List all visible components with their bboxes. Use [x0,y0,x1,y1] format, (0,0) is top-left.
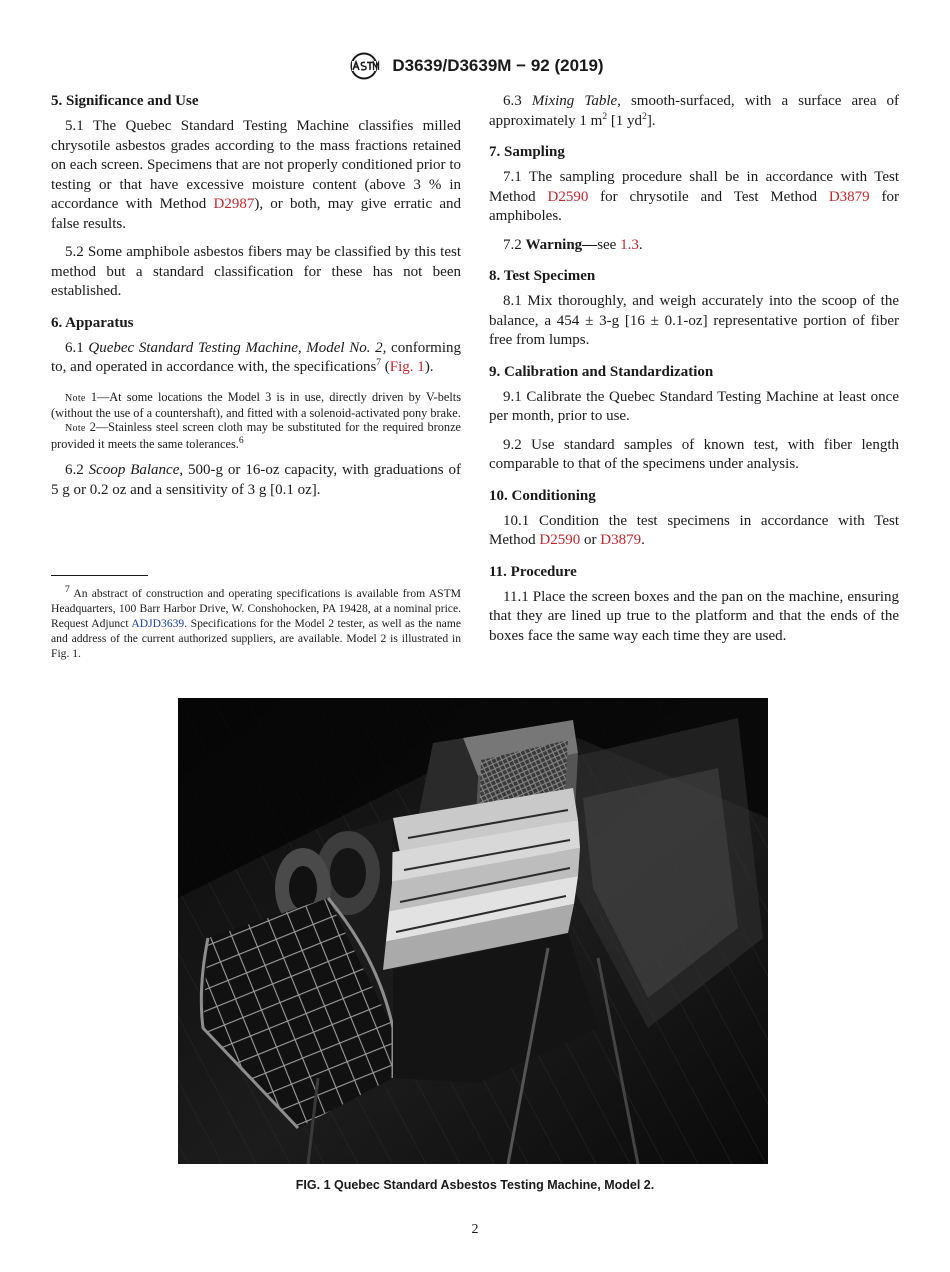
paragraph-8-1: 8.1 Mix thoroughly, and weigh accurately into the scoop of the balance, a 454 ± 3-g [16 ± 0.1-oz] representative portion of fiber free from lumps. [489,293,899,348]
footnote-ref-6[interactable]: 6 [238,435,244,446]
link-d2590[interactable]: D2590 [547,188,589,205]
section-title: 10. Conditioning [489,487,596,504]
section-title: 6. Apparatus [51,314,134,331]
paragraph-7-2: 7.2 Warning—see 1.3. [503,236,643,253]
section-significance [51,92,461,302]
section-title: 8. Test Specimen [489,268,596,284]
page-header [0,52,950,80]
paragraph-6-1: 6.1 Quebec Standard Testing Machine, Model No. 2, conforming to, and operated in accordance with, the specifications$^7$ (Fig. 1). [51,339,462,375]
section-test-specimen [489,267,899,351]
note-1: Note 1—At some locations the Model 3 is in use, directly driven by V-belts (without the use of a countershaft), and fitted with a solenoid-activated pony brake. [51,389,461,420]
paragraph-11-1: 11.1 Place the screen boxes and the pan on the machine, ensuring that they are lined up true to the platform and that the ends of the boxes face the same way each time they are used. [489,588,899,644]
paragraph-9-2: 9.2 Use standard samples of known test, with fiber length comparable to that of the specimens under analysis. [489,436,899,472]
section-title: 9. Calibration and Standardization [489,363,714,380]
link-d2590[interactable]: D2590 [539,532,581,548]
link-fig-1[interactable]: Fig. 1 [389,359,425,375]
section-apparatus [51,314,461,501]
astm-logo-icon [346,52,382,80]
right-column [489,92,899,658]
section-conditioning [489,487,899,551]
figure-testing-machine-photo [178,698,768,1164]
section-calibration [489,363,899,475]
paragraph-5-1: 5.1 The Quebec Standard Testing Machine classifies milled chrysotile asbestos grades according to the mass fractions retained on each screen. Specimens that are not properly conditioned prior to testing or that have excessive moisture content (above 3 % in accordance with Method D2987), or both, may give erratic and false results. [51,118,461,232]
paragraph-6-2: 6.2 Scoop Balance, 500-g or 16-oz capacity, with graduations of 5 g or 0.2 oz and a sensitivity of 3 g [0.1 oz]. [51,462,461,498]
paragraph-7-1: 7.1 The sampling procedure shall be in accordance with Test Method D2590 for chrysotile and Test Method D3879 for amphiboles. [489,169,899,224]
page-number: 2 [471,1222,479,1237]
left-column [51,92,461,512]
paragraph-9-1: 9.1 Calibrate the Quebec Standard Testing Machine at least once per month, prior to use. [489,388,899,424]
link-adjd3639[interactable]: ADJD3639 [131,617,185,630]
section-title: 11. Procedure [489,563,577,580]
note-2: Note 2—Stainless steel screen cloth may be substituted for the required bronze provided it meets the same tolerances.$^6$ [51,420,461,451]
section-title: 5. Significance and Use [51,93,199,109]
paragraph-10-1: 10.1 Condition the test specimens in accordance with Test Method D2590 or D3879. [489,512,899,548]
link-1-3[interactable]: 1.3 [620,236,639,253]
section-procedure [489,563,899,647]
machine-photo-illustration [178,698,768,1164]
section-sampling [489,143,899,255]
footnote-7: $^7$ An abstract of construction and operating specifications is available from ASTM Headquarters, 100 Barr Harbor Drive, W. Conshohocken, PA 19428, at a nominal price. Request Adjunct ADJD3639. Specifications for the Model 2 tester, as well as the name and address of the current authorized suppliers, are available. Model 2 is illustrated in Fig. 1. [51,585,461,660]
link-d3879[interactable]: D3879 [600,532,642,548]
figure-caption: FIG. 1 Quebec Standard Asbestos Testing Machine, Model 2. [295,1178,655,1192]
footnote-divider [51,575,148,576]
document-designation: D3639/D3639M − 92 (2019) [392,56,604,75]
paragraph-5-2: 5.2 Some amphibole asbestos fibers may be classified by this test method but a standard classification for these has not been established. [51,244,461,299]
notes-block [51,390,461,452]
paragraph-6-3: 6.3 Mixing Table, smooth-surfaced, with a surface area of approximately 1 $m^2$ [1 $yd^2$]. [489,93,900,129]
section-title: 7. Sampling [489,144,565,160]
link-d3879[interactable]: D3879 [828,188,870,205]
link-d2987[interactable]: D2987 [213,196,255,212]
footnote-ref-7[interactable]: 7 [376,358,382,368]
